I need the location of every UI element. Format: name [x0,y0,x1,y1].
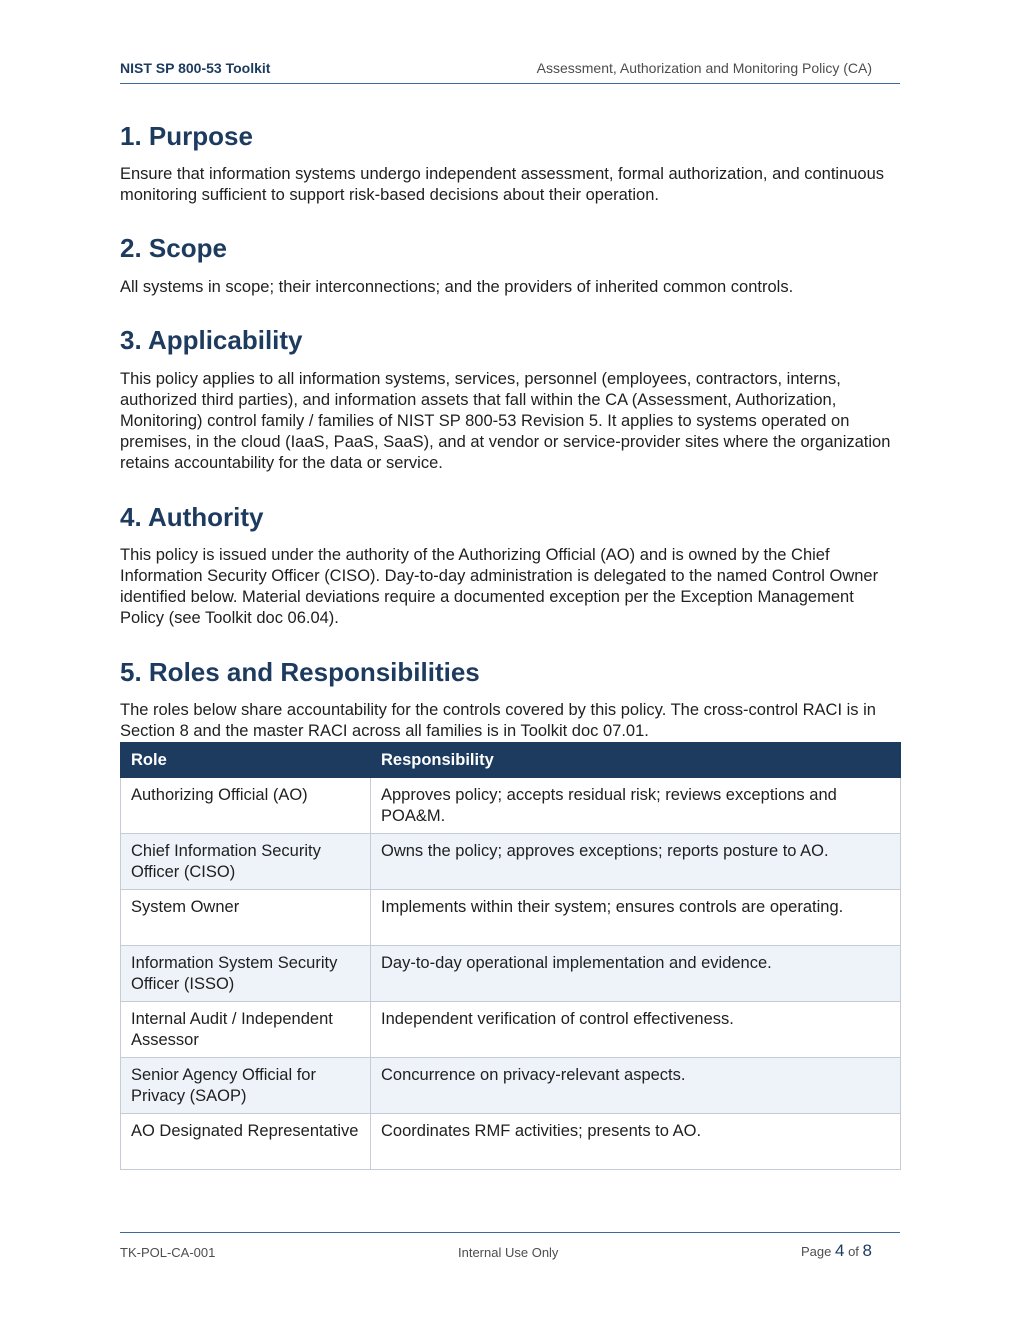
role-cell: Internal Audit / Independent Assessor [121,1002,371,1058]
section-heading: 3. Applicability [120,325,303,355]
table-row [121,946,901,1002]
section-text: This policy is issued under the authority of the Authorizing Official (AO) and is owned by the Chief Information Security Officer (CISO). Day-to-day administration is delegated to the named Control Owner identified below. Material deviations require a documented exception per the Exception Management Policy (see Toolkit doc 06.04). [120,546,879,627]
responsibility-cell: Independent verification of control effectiveness. [371,1002,901,1058]
role-cell: AO Designated Representative [121,1114,371,1170]
role-cell: Information System Security Officer (ISSO) [121,946,371,1002]
page-current: 4 [834,1241,845,1260]
section-heading: 5. Roles and Responsibilities [120,657,480,687]
section-text: This policy applies to all information systems, services, personnel (employees, contractors, interns, authorized third parties), and information assets that fall within the CA (Assessment, Authorization, Monitoring) control family / families of NIST SP 800-53 Revision 5. It applies to systems operated on premises, in the cloud (IaaS, PaaS, SaaS), and at vendor or service-provider sites where the organization retains accountability for the data or service. [120,370,891,472]
column-header-responsibility: Responsibility [371,743,901,778]
roles-table [120,742,901,1170]
table-row [121,834,901,890]
toolkit-title: NIST SP 800-53 Toolkit [120,60,271,76]
role-cell: Authorizing Official (AO) [121,778,371,834]
responsibility-cell: Implements within their system; ensures controls are operating. [371,890,901,946]
section-text: Ensure that information systems undergo independent assessment, formal authorization, and continuous monitoring sufficient to support risk-based decisions about their operation. [120,165,885,204]
classification-label: Internal Use Only [458,1245,559,1260]
table-row [121,778,901,834]
table-row [121,890,901,946]
role-cell: Senior Agency Official for Privacy (SAOP) [121,1058,371,1114]
policy-title: Assessment, Authorization and Monitoring Policy (CA) [536,60,872,76]
responsibility-cell: Coordinates RMF activities; presents to AO. [371,1114,901,1170]
section-heading: 4. Authority [120,502,264,532]
section-text: All systems in scope; their interconnections; and the providers of inherited common controls. [120,278,794,296]
table-header-row [121,743,901,778]
table-row [121,1114,901,1170]
page-number [801,1241,872,1261]
document-id: TK-POL-CA-001 [120,1245,216,1260]
page-header [120,58,900,84]
role-cell: Chief Information Security Officer (CISO) [121,834,371,890]
page-footer [120,1232,900,1263]
table-row [121,1002,901,1058]
responsibility-cell: Owns the policy; approves exceptions; reports posture to AO. [371,834,901,890]
table-row [121,1058,901,1114]
section-heading: 1. Purpose [120,121,253,151]
responsibility-cell: Day-to-day operational implementation and evidence. [371,946,901,1002]
column-header-role: Role [121,743,371,778]
page-of: of [848,1244,859,1259]
page-total: 8 [862,1241,872,1260]
page-label: Page [800,1244,832,1259]
responsibility-cell: Approves policy; accepts residual risk; reviews exceptions and POA&M. [371,778,901,834]
section-heading: 2. Scope [120,233,227,263]
role-cell: System Owner [121,890,371,946]
responsibility-cell: Concurrence on privacy-relevant aspects. [371,1058,901,1114]
section-text: The roles below share accountability for the controls covered by this policy. The cross-control RACI is in Section 8 and the master RACI across all families is in Toolkit doc 07.01. [120,701,876,740]
